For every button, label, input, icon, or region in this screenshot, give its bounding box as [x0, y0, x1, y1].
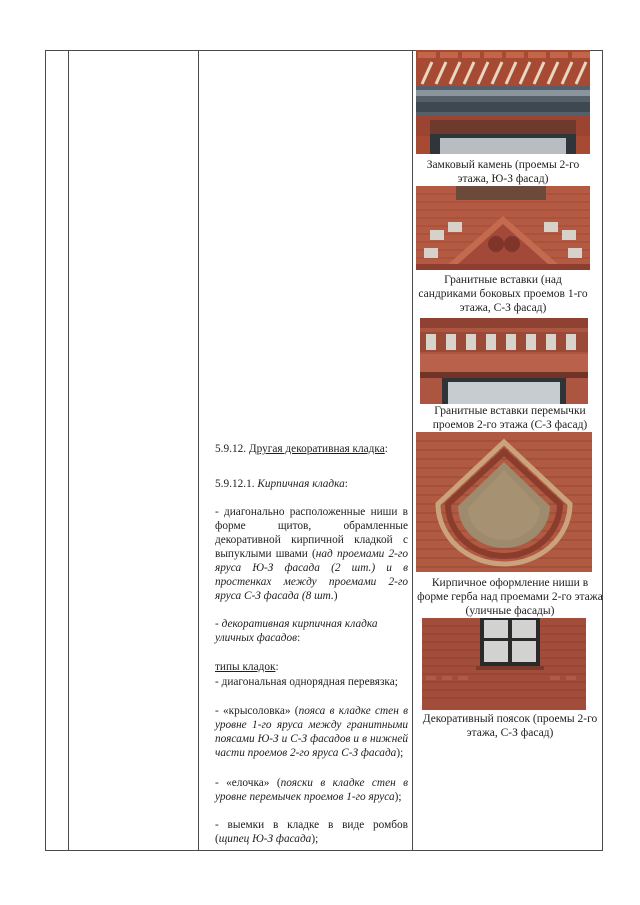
caption-niche-shield: Кирпичное оформление ниши в форме герба над проемами 2-го этажа (уличные фасады) [417, 577, 603, 617]
masonry-type-ratstrap-close: ); [396, 747, 404, 759]
subheading-number: 5.9.12.1. [215, 478, 255, 490]
masonry-type-herringbone-close: ); [394, 791, 402, 803]
table-border-bottom [45, 850, 603, 851]
paragraph-street-facade-colon: : [297, 632, 301, 644]
masonry-type-rhombus-text: - выемки в кладке в виде ромбов ( [215, 819, 408, 845]
photo-decorative-belt-image [422, 618, 586, 710]
paragraph-street-facade-text: - декоративная кирпичная кладка уличных фасадов [215, 618, 378, 644]
masonry-types-title [215, 660, 408, 674]
caption-granite-inserts-lintel: Гранитные вставки перемычки проемов 2-го этажа (С-З фасад) [432, 405, 588, 431]
photo-granite-inserts-lintel [420, 318, 588, 404]
paragraph-shield-niches [215, 505, 408, 603]
photo-granite-inserts-pediment [416, 186, 590, 270]
heading-colon: : [384, 443, 388, 455]
masonry-type-herringbone [215, 776, 408, 804]
paragraph-shield-niches-close: ) [333, 590, 338, 602]
photo-niche-shield [416, 432, 592, 572]
heading-title: Другая декоративная кладка [248, 443, 385, 455]
subheading-colon: : [344, 478, 348, 490]
masonry-type-herringbone-location: пояски в кладке стен в уровне перемычек проемов 1-го яруса [215, 777, 408, 803]
photo-granite-inserts-pediment-image [416, 186, 590, 270]
photo-keystone [416, 50, 590, 154]
masonry-type-herringbone-text: - «елочка» ( [215, 777, 281, 789]
masonry-type-rhombus-location: щипец Ю-З фасада [218, 833, 312, 845]
table-border-col2 [198, 50, 199, 850]
masonry-type-diagonal: - диагональная однорядная перевязка; [215, 676, 398, 688]
subheading-brick-masonry [215, 477, 408, 491]
table-border-col1 [68, 50, 69, 850]
caption-decorative-belt: Декоративный поясок (проемы 2-го этажа, С-З фасад) [422, 713, 598, 739]
photo-keystone-image [416, 50, 590, 154]
masonry-type-rhombus-close: ); [311, 833, 319, 845]
paragraph-shield-niches-location: над проемами 2-го яруса Ю-З фасада (2 шт.) и в простенках между проемами 2-го яруса С-З фасада (8 шт. [215, 548, 408, 602]
masonry-types-title-colon: : [275, 661, 279, 673]
masonry-type-ratstrap-text: - «крысоловка» ( [215, 705, 299, 717]
photo-niche-shield-image [416, 432, 592, 572]
heading-decorative-masonry [215, 442, 408, 456]
masonry-type-rhombus [215, 818, 408, 846]
caption-keystone: Замковый камень (проемы 2-го этажа, Ю-З фасад) [426, 159, 580, 185]
photo-granite-inserts-lintel-image [420, 318, 588, 404]
table-border-left [45, 50, 46, 850]
masonry-type-ratstrap-location: пояса в кладке стен в уровне 1-го яруса между гранитными поясами Ю-З и С-З фасадов и в нижней части проемов 2-го яруса С-З фасада [215, 705, 408, 759]
subheading-title: Кирпичная кладка [257, 478, 345, 490]
paragraph-street-facade-masonry [215, 617, 408, 645]
heading-number: 5.9.12. [215, 443, 247, 455]
masonry-types-title-text: типы кладок [215, 661, 276, 673]
masonry-type-ratstrap [215, 704, 408, 760]
caption-granite-inserts-pediment: Гранитные вставки (над сандриками боковых проемов 1-го этажа, С-З фасад) [418, 274, 588, 314]
photo-decorative-belt [422, 618, 586, 710]
table-border-col3 [412, 50, 413, 850]
paragraph-shield-niches-text: - диагонально расположенные ниши в форме щитов, обрамленные декоративной кирпичной кладкой с выпуклыми швами ( [215, 506, 408, 560]
